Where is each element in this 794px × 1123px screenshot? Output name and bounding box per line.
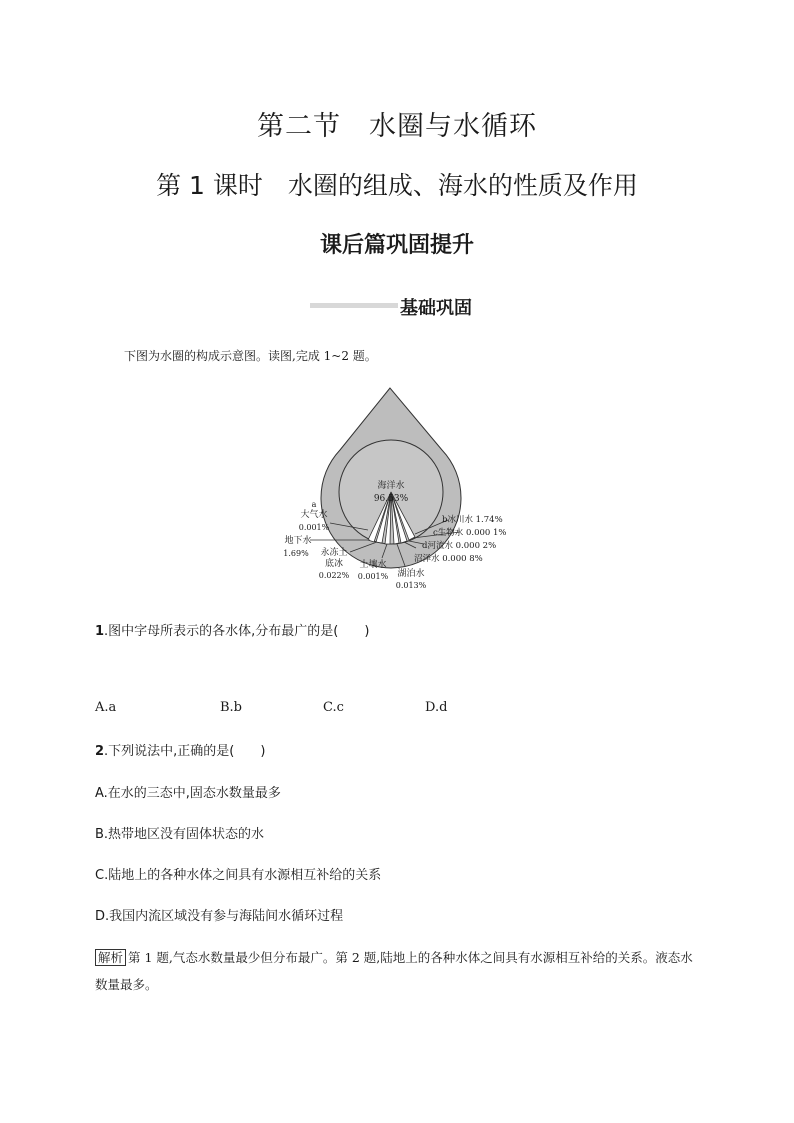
label-perma2: 底冰 [324,559,344,569]
value-soil: 0.001% [357,572,389,581]
label-ground: 地下水 [284,536,312,546]
q2-option-d[interactable]: D.我国内流区域没有参与海陆间水循环过程 [95,909,344,924]
question-2 [95,740,265,759]
value-ground: 1.69% [283,549,309,558]
label-lake: 湖泊水 [397,569,425,579]
q1-option-a[interactable]: A.a [95,700,117,715]
question-2-number: 2 [95,744,105,759]
label-perma1: 永冻土 [320,548,348,558]
part-title: 基础巩固 [400,298,472,319]
label-glacier: b冰川水 1.74% [442,515,503,525]
section-decor-bar [310,303,398,308]
lesson-heading: 第 1 课时 水圈的组成、海水的性质及作用 [156,171,638,200]
label-river: d河流水 0.000 2% [422,541,497,551]
q2-option-a[interactable]: A.在水的三态中,固态水数量最多 [95,786,281,801]
question-1-number: 1 [95,624,105,639]
q2-option-b[interactable]: B.热带地区没有固体状态的水 [95,827,265,842]
q1-option-c[interactable]: C.c [323,700,344,715]
analysis-text: 第 1 题,气态水数量最少但分布最广。第 2 题,陆地上的各种水体之间具有水源相互补给的关系。液态水数量最多。 [95,950,693,992]
label-soil: 土壤水 [359,560,387,570]
q2-option-c[interactable]: C.陆地上的各种水体之间具有水源相互补给的关系 [95,868,382,883]
question-1-text: .图中字母所表示的各水体,分布最广的是( ) [104,624,370,639]
analysis-tag: 解析 [95,949,126,966]
q1-option-d[interactable]: D.d [425,700,448,715]
label-atmos: 大气水 [300,510,328,520]
intro-text: 下图为水圈的构成示意图。读图,完成 1~2 题。 [124,349,377,363]
hydrosphere-diagram [270,380,530,595]
question-2-text: .下列说法中,正确的是( ) [104,744,266,759]
ocean-label: 海洋水 [377,481,405,491]
value-perma: 0.022% [318,571,350,580]
question-1 [95,620,369,639]
section-heading: 第二节 水圈与水循环 [257,111,537,142]
analysis-block [95,944,695,998]
ocean-value: 96.53% [373,494,409,504]
label-a: a [311,500,317,509]
value-lake: 0.013% [395,581,427,590]
q1-option-b[interactable]: B.b [220,700,243,715]
label-marsh: 沼泽水 0.000 8% [414,554,483,564]
subtitle-heading: 课后篇巩固提升 [319,233,474,258]
label-bio: c生物水 0.000 1% [433,528,507,538]
value-atmos: 0.001% [298,523,330,532]
